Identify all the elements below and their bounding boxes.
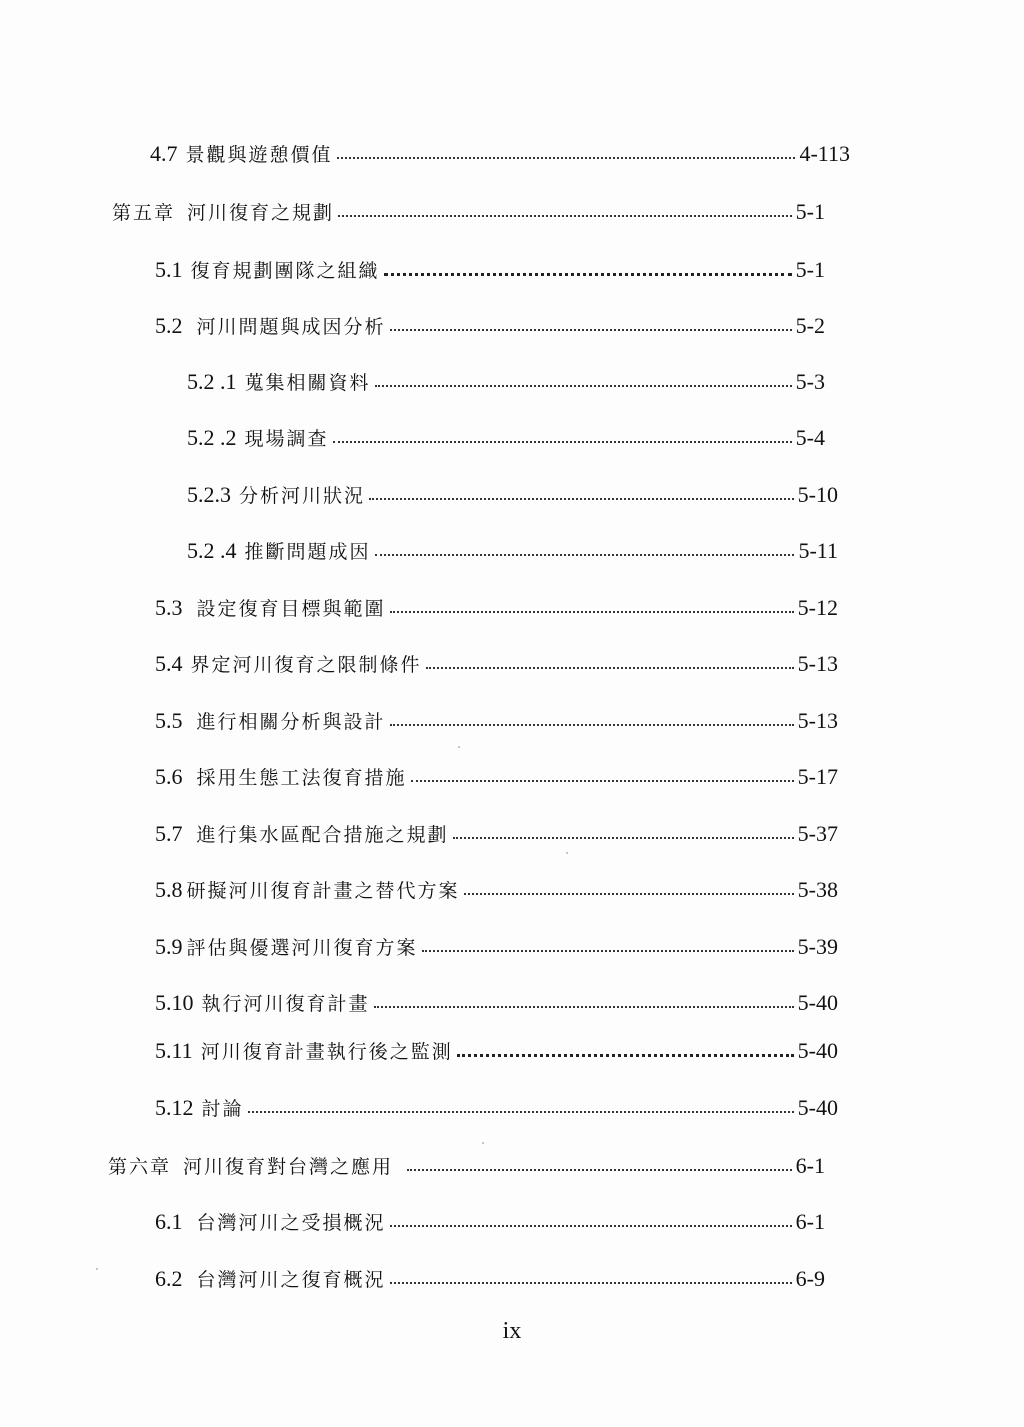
entry-title: 現場調查 <box>244 428 329 450</box>
toc-entry-5-10[interactable] <box>155 985 838 1021</box>
toc-entry-5-5[interactable] <box>155 703 838 739</box>
toc-entry-5-9[interactable] <box>155 929 838 965</box>
entry-title: 台灣河川之復育概況 <box>196 1269 386 1291</box>
entry-title: 分析河川狀況 <box>239 485 366 507</box>
entry-page: 5-2 <box>795 313 825 338</box>
toc-entry-6-1[interactable] <box>155 1204 825 1240</box>
scan-speck <box>458 746 460 748</box>
entry-number: 5.9 <box>155 934 183 959</box>
entry-number: 第五章 <box>112 202 176 224</box>
entry-page: 5-13 <box>797 708 838 733</box>
dot-leader <box>411 780 794 782</box>
entry-title: 執行河川復育計畫 <box>201 993 370 1015</box>
entry-number: 5.1 <box>155 257 183 282</box>
entry-title: 進行集水區配合措施之規劃 <box>196 824 449 846</box>
entry-title: 復育規劃團隊之組織 <box>190 260 380 282</box>
entry-number: 5.2 <box>155 313 183 338</box>
dot-leader <box>426 667 794 669</box>
toc-entry-5-7[interactable] <box>155 816 838 852</box>
dot-leader <box>407 1169 792 1171</box>
entry-title: 河川復育對台灣之應用 <box>183 1156 394 1178</box>
entry-page: 5-40 <box>797 1038 838 1063</box>
toc-entry-5-2-2[interactable] <box>187 420 825 456</box>
scan-speck <box>96 1268 98 1270</box>
entry-number: 5.6 <box>155 764 183 789</box>
entry-number: 5.12 <box>155 1095 194 1120</box>
entry-page: 5-3 <box>795 369 825 394</box>
dot-leader <box>390 329 792 331</box>
entry-number: 5.8 <box>155 877 183 902</box>
dot-leader <box>390 1225 792 1227</box>
entry-number: 第六章 <box>108 1156 172 1178</box>
toc-entry-4-7[interactable] <box>150 136 850 172</box>
entry-page: 5-11 <box>798 538 838 563</box>
entry-page: 6-1 <box>795 1153 825 1178</box>
toc-entry-chapter-5[interactable] <box>112 194 825 230</box>
entry-title: 設定復育目標與範圍 <box>196 598 386 620</box>
entry-number: 5.4 <box>155 651 183 676</box>
dot-leader <box>390 724 794 726</box>
dot-leader <box>457 1054 794 1057</box>
entry-page: 5-38 <box>797 877 838 902</box>
toc-entry-5-11[interactable] <box>155 1033 838 1069</box>
entry-title: 採用生態工法復育措施 <box>196 767 407 789</box>
entry-number: 6.2 <box>155 1266 183 1291</box>
entry-page: 5-40 <box>797 1095 838 1120</box>
dot-leader <box>390 611 794 613</box>
entry-page: 5-1 <box>795 199 825 224</box>
entry-title: 研擬河川復育計畫之替代方案 <box>186 880 460 902</box>
entry-page: 5-13 <box>797 651 838 676</box>
entry-title: 界定河川復育之限制條件 <box>190 654 422 676</box>
entry-title: 進行相關分析與設計 <box>196 711 386 733</box>
entry-title: 討論 <box>201 1098 244 1120</box>
toc-entry-5-2-4[interactable] <box>187 533 838 569</box>
toc-entry-5-2-3[interactable] <box>187 477 838 513</box>
entry-title: 推斷問題成因 <box>244 541 371 563</box>
dot-leader <box>337 157 796 159</box>
dot-leader <box>375 554 795 556</box>
entry-title: 河川問題與成因分析 <box>196 316 386 338</box>
entry-page: 5-4 <box>795 425 825 450</box>
entry-number: 5.5 <box>155 708 183 733</box>
dot-leader <box>464 893 794 895</box>
entry-page: 5-1 <box>795 257 825 282</box>
toc-entry-5-4[interactable] <box>155 646 838 682</box>
entry-title: 景觀與遊憩價值 <box>185 144 333 166</box>
dot-leader <box>453 837 794 839</box>
toc-entry-5-2-1[interactable] <box>187 364 825 400</box>
toc-entry-6-2[interactable] <box>155 1261 825 1297</box>
entry-page: 4-113 <box>799 141 850 166</box>
entry-number: 5.2 .1 <box>187 369 237 394</box>
toc-entry-chapter-6[interactable] <box>108 1148 825 1184</box>
dot-leader <box>422 950 794 952</box>
scan-speck <box>566 852 568 854</box>
entry-page: 5-17 <box>797 764 838 789</box>
scan-speck <box>482 1142 484 1144</box>
entry-page: 6-9 <box>795 1266 825 1291</box>
dot-leader <box>338 215 792 217</box>
toc-entry-5-1[interactable] <box>155 252 825 288</box>
toc-entry-5-2[interactable] <box>155 308 825 344</box>
dot-leader <box>384 273 792 276</box>
entry-number: 5.7 <box>155 821 183 846</box>
dot-leader <box>248 1111 794 1113</box>
entry-page: 6-1 <box>795 1209 825 1234</box>
entry-title: 河川復育之規劃 <box>187 202 335 224</box>
dot-leader <box>375 385 792 387</box>
entry-number: 5.11 <box>155 1038 193 1063</box>
entry-number: 5.10 <box>155 990 194 1015</box>
entry-title: 台灣河川之受損概況 <box>196 1212 386 1234</box>
entry-title: 評估與優選河川復育方案 <box>186 937 418 959</box>
entry-number: 4.7 <box>150 141 178 166</box>
entry-title: 蒐集相關資料 <box>244 372 371 394</box>
dot-leader <box>333 441 792 443</box>
dot-leader <box>390 1282 792 1284</box>
entry-page: 5-37 <box>797 821 838 846</box>
entry-page: 5-40 <box>797 990 838 1015</box>
toc-entry-5-3[interactable] <box>155 590 838 626</box>
toc-entry-5-8[interactable] <box>155 872 838 908</box>
entry-number: 6.1 <box>155 1209 183 1234</box>
entry-number: 5.2.3 <box>187 482 231 507</box>
toc-entry-5-6[interactable] <box>155 759 838 795</box>
entry-page: 5-10 <box>797 482 838 507</box>
entry-page: 5-39 <box>797 934 838 959</box>
entry-number: 5.2 .4 <box>187 538 237 563</box>
entry-number: 5.3 <box>155 595 183 620</box>
dot-leader <box>374 1006 794 1008</box>
entry-number: 5.2 .2 <box>187 425 237 450</box>
toc-entry-5-12[interactable] <box>155 1090 838 1126</box>
page-number: ix <box>502 1318 522 1344</box>
dot-leader <box>369 498 794 500</box>
entry-page: 5-12 <box>797 595 838 620</box>
entry-title: 河川復育計畫執行後之監測 <box>200 1041 453 1063</box>
